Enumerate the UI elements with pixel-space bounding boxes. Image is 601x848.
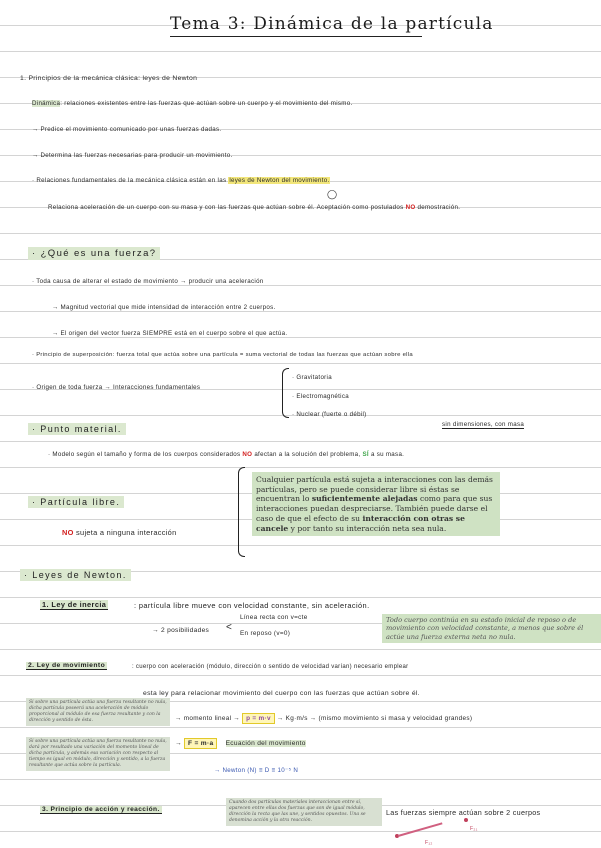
force-label-f12: F₁₂ [425, 840, 433, 846]
momento-label: → momento lineal → [175, 715, 241, 722]
ley2-box2: Si sobre una partícula actúa una fuerza resultante no nula, dará por resultado una variación del momento lineal de dicha partícula, y además esa variación con respecto al tiempo es igual en módulo, dirección y sentido, a la fuerza resultante que actúa sobre la partícula. [26, 737, 170, 771]
modelo-end: a su masa. [368, 451, 405, 458]
dinamica-text: : relaciones existentes entre las fuerzas que actúan sobre un cuerpo y el movimiento del mismo. [60, 100, 353, 107]
leyes-newton-highlight: leyes de Newton del movimiento. [229, 177, 330, 184]
sin-dimensiones-note: sin dimensiones, con masa [442, 421, 525, 428]
lightbulb-icon: ◯ [327, 189, 338, 199]
particula-no: NO [62, 528, 74, 537]
particula-text: sujeta a ninguna interacción [73, 528, 177, 537]
modelo-text: · Modelo según el tamaño y forma de los cuerpos considerados [48, 451, 243, 458]
modelo-line [48, 451, 404, 458]
particula-libre-box [252, 472, 500, 536]
ley2-box1: Si sobre una partícula actúa una fuerza resultante no nula, dicha partícula poseerá una aceleración de módulo proporcional al módulo de esa fuerza resultante y con la dirección y sentido de ésta. [26, 698, 170, 726]
section-heading-principios: 1. Principios de la mecánica clásica: leyes de Newton [20, 75, 198, 82]
relaciona-line [48, 204, 460, 211]
relaciones-text: · Relaciones fundamentales de la mecánica clásica están en las [32, 177, 229, 184]
relaciona-text: Relaciona aceleración de un cuerpo con su masa y con las fuerzas que actúan sobre él. Aceptación como postulados [48, 204, 406, 211]
force-arrow-12 [398, 822, 443, 837]
ley1-opcion-reposo: En reposo (v=0) [240, 630, 291, 637]
ecuacion-movimiento: Ecuación del movimiento [225, 740, 306, 747]
determina-line: → Determina las fuerzas necesarias para producir un movimiento. [32, 152, 233, 159]
ley3-text: Las fuerzas siempre actúan sobre 2 cuerpos [386, 808, 541, 817]
dinamica-label: Dinámica [32, 100, 61, 107]
particle-2-dot [464, 818, 468, 822]
origen-fuerza-line: · Origen de toda fuerza → Interacciones fundamentales [32, 384, 201, 391]
predice-line: → Predice el movimiento comunicado por unas fuerzas dadas. [32, 126, 222, 133]
particula-libre-line [62, 528, 176, 537]
fuerza-arrow-icon: → [175, 740, 182, 747]
dinamica-line [32, 100, 353, 107]
box-bold-cancele: interacción con otras se cancele [256, 513, 465, 533]
box-bold-alejadas: suficientemente alejadas [311, 494, 418, 504]
interaccion-nuclear: · Nuclear (fuerte o débil) [292, 411, 367, 418]
ley1-box: Todo cuerpo continúa en su estado inicial de reposo o de movimiento con velocidad constante, a menos que sobre él actúe una fuerza externa neta no nula. [382, 614, 601, 643]
modelo-si: SÍ [362, 451, 369, 458]
force-label-f21: F₂₁ [470, 826, 478, 832]
interaccion-gravitatoria: · Gravitatoria [292, 374, 332, 381]
box-text-c: como para que sus interacciones puedan despreciarse. También puede darse el caso de que el efecto de su [256, 494, 493, 523]
title-underline [170, 36, 422, 37]
ley2-text2: esta ley para relacionar movimiento del cuerpo con las fuerzas que actúan sobre él. [143, 690, 420, 697]
modelo-no: NO [242, 451, 253, 458]
box-text-a: Cualquier partícula está sujeta a interacciones con las demás partículas, pero se puede considerar libre si éstas se encuentran lo [256, 475, 493, 504]
fuerza-equation: F = m·a [184, 738, 217, 749]
page-title: Tema 3: Dinámica de la partícula [170, 14, 494, 34]
ley1-title: 1. Ley de inercia [42, 600, 107, 609]
newton-unit-line: → Newton (N) ≡ D ≡ 10⁻⁵ N [214, 767, 299, 774]
relaciones-line [32, 177, 330, 184]
box-text-d: y por tanto su interacción neta sea nula. [288, 523, 447, 533]
section-heading-punto-material: · Punto material. [28, 423, 126, 435]
modelo-mid: afectan a la solución del problema, [252, 451, 363, 458]
relaciona-end: demostración. [415, 204, 461, 211]
interacciones-brace [282, 368, 289, 418]
ley1-opcion-recta: Línea recta con v=cte [240, 614, 308, 621]
ley3-box: Cuando dos partículas materiales interaccionan entre sí, aparecen entre ellas dos fuerzas que son de igual módulo, dirección la recta que las une, y sentidos opuestos. Una se denomina acción y la otra reacción. [226, 798, 382, 826]
section-heading-particula-libre: · Partícula libre. [28, 496, 124, 508]
superposicion-line: · Principio de superposición: fuerza total que actúa sobre una partícula = suma vectorial de todas las fuerzas que actúan sobre ella [32, 352, 413, 358]
ley3-title: 3. Principio de acción y reacción. [42, 806, 160, 813]
relaciona-no: NO [405, 204, 416, 211]
momento-equation: p = m·v [242, 713, 275, 724]
ley2-text: : cuerpo con aceleración (módulo, dirección o sentido de velocidad varían) necesario emplear [132, 664, 409, 670]
fuerza-line [175, 740, 306, 747]
section-heading-leyes-newton: · Leyes de Newton. [20, 569, 131, 581]
ley1-text: : partícula libre mueve con velocidad constante, sin aceleración. [134, 601, 370, 610]
momento-line [175, 715, 472, 722]
interaccion-electromagnetica: · Electromagnética [292, 393, 349, 400]
origen-vector-line: → El origen del vector fuerza SIEMPRE está en el cuerpo sobre el que actúa. [52, 330, 288, 337]
magnitud-line: → Magnitud vectorial que mide intensidad de interacción entre 2 cuerpos. [52, 304, 276, 311]
ley1-posibilidades: → 2 posibilidades [152, 627, 210, 634]
momento-units: → Kg·m/s → (mismo movimiento si masa y velocidad grandes) [276, 715, 473, 722]
toda-causa-line: · Toda causa de alterar el estado de movimiento → producir una aceleración [32, 278, 264, 285]
section-heading-fuerza: · ¿Qué es una fuerza? [28, 247, 160, 260]
particula-brace [238, 467, 245, 557]
ley1-branch-icon: < [226, 622, 233, 633]
ley2-title: 2. Ley de movimiento [28, 662, 106, 669]
